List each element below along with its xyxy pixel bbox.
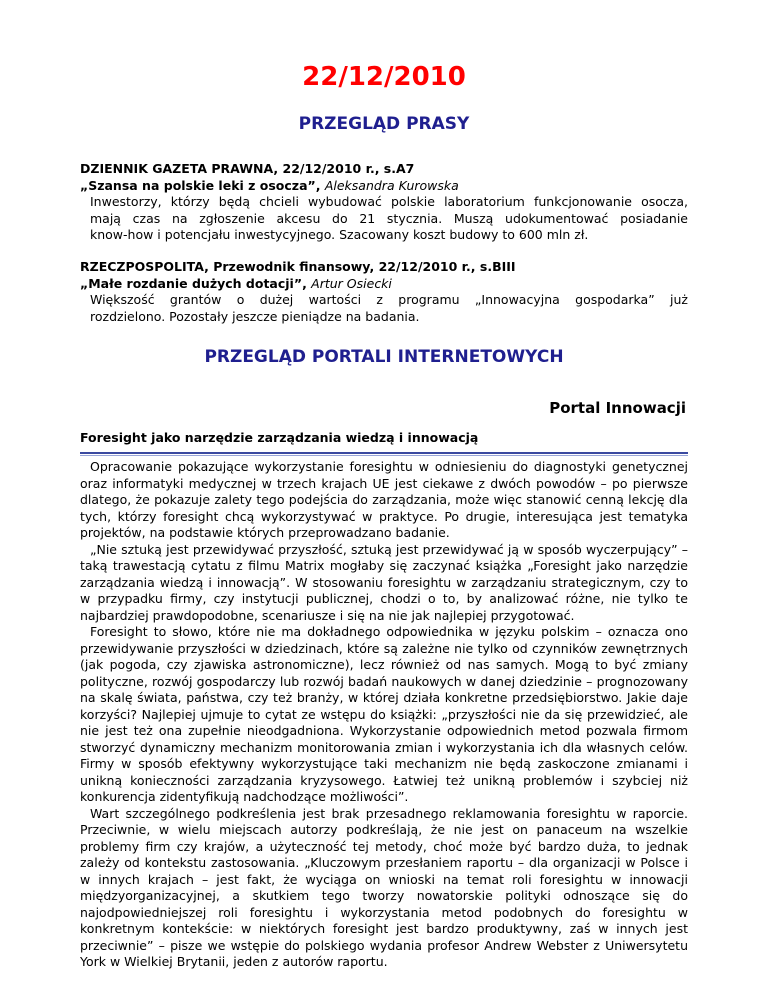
article-title-line: „Szansa na polskie leki z osocza”, Aleksandra Kurowska [80, 177, 459, 193]
article-title: „Małe rozdanie dużych dotacji” [80, 275, 303, 291]
article-title-line: „Małe rozdanie dużych dotacji”, Artur Osiecki [80, 275, 392, 291]
article-source: RZECZPOSPOLITA, Przewodnik finansowy, 22/12/2010 r., s.BIII [80, 259, 516, 274]
title-divider [80, 452, 688, 454]
article-source: DZIENNIK GAZETA PRAWNA, 22/12/2010 r., s.A7 [80, 161, 415, 176]
title-divider-shadow [80, 455, 688, 456]
body-paragraph: Wart szczególnego podkreślenia jest brak przesadnego reklamowania foresightu w raporcie. Przeciwnie, w wielu miejscach autorzy podkreślają, że nie jest on panaceum na wszelkie problemy firm czy krajów, a użyteczność tej metody, choć może być bardzo duża, to jednak zależy od kontekstu zastosowania. „Kluczowym przesłaniem raportu – dla organizacji w Polsce i w innych krajach – jest fakt, że wyciąga on wnioski na temat roli foresightu w innowacji międzyorganizacyjnej, a skutkiem tego tworzy nowatorskie polityki odnoszące się do najodpowiedniejszej roli foresightu i wykorzystania metod podobnych do foresightu w konkretnym kontekście: w niektórych foresight jest bardzo produktywny, zaś w innych jest przeciwnie” – pisze we wstępie do polskiego wydania profesor Andrew Webster z Uniwersytetu York w Wielkiej Brytanii, jeden z autorów raportu. [80, 805, 688, 969]
summary-line: know-how i potencjału inwestycyjnego. Szacowany koszt budowy to 600 mln zł. [90, 227, 589, 242]
body-paragraph: „Nie sztuką jest przewidywać przyszłość, sztuką jest przewidywać ją w sposób wyczerpujący” – taką trawestacją cytatu z filmu Matrix mogłaby się zaczynać książka „Foresight jako narzędzie zarządzania wiedzą i innowacją”. W stosowaniu foresightu w zarządzaniu strategicznym, czy to w przypadku firmy, czy instytucji publicznej, chodzi o to, by analizować różne, nie tylko te najbardziej prawdopodobne, scenariusze i się na nie jak najlepiej przygotować. [80, 541, 688, 623]
summary-line: Inwestorzy, którzy będą chcieli wybudować polskie laboratorium funkcjonowanie osocza, [90, 194, 688, 209]
document-date: 22/12/2010 [302, 62, 466, 92]
press-review-heading: PRZEGLĄD PRASY [298, 114, 470, 134]
portal-name: Portal Innowacji [549, 399, 686, 417]
press-article [80, 259, 688, 325]
portal-article-title: Foresight jako narzędzie zarządzania wiedzą i innowacją [80, 430, 479, 445]
body-paragraph: Opracowanie pokazujące wykorzystanie foresightu w odniesieniu do diagnostyki genetycznej oraz informatyki medycznej w trzech krajach UE jest ciekawe z dwóch powodów – po pierwsze dlatego, że pokazuje zalety tego podejścia do zarządzania, może więc stanowić cenną lekcję dla tych, którzy foresight chcą wykorzystywać w praktyce. Po drugie, interesująca jest tematyka projektów, na podstawie których przeprowadzano badanie. [80, 459, 688, 540]
portals-review-heading: PRZEGLĄD PORTALI INTERNETOWYCH [204, 347, 564, 367]
article-author: Artur Osiecki [311, 275, 392, 291]
body-paragraph: Foresight to słowo, które nie ma dokładnego odpowiednika w języku polskim – oznacza ono przewidywanie przyszłości w dziedzinach, które są zależne nie tylko od czynników zewnętrznych (jak pogoda, czy zjawiska astronomiczne), lecz również od nas samych. Mogą to być zmiany polityczne, rozwój gospodarczy lub rozwój badań naukowych w danej dziedzinie – prognozowany na skalę świata, państwa, czy też branży, w której działa konkretne przedsiębiorstwo. Jakie daje korzyści? Najlepiej ujmuje to cytat ze wstępu do książki: „przyszłości nie da się przewidzieć, ale nie jest też ona zupełnie nieodgadniona. Wykorzystanie odpowiednich metod pozwala firmom stworzyć dynamiczny mechanizm monitorowania zmian i wykorzystania ich dla własnych celów. Firmy w sposób efektywny wykorzystujące taki mechanizm nie będą zaskoczone zmianami i unikną konieczności zarządzania kryzysowego. Łatwiej też unikną problemów i szybciej niż konkurencja zidentyfikują nadchodzące możliwości”. [80, 624, 688, 804]
article-author: Aleksandra Kurowska [324, 177, 459, 193]
summary-line: mają czas na zgłoszenie akcesu do 21 stycznia. Muszą udokumentować posiadanie [90, 210, 688, 226]
summary-line: Większość grantów o dużej wartości z programu „Innowacyjna gospodarka” już [90, 292, 688, 307]
article-summary [80, 194, 688, 244]
press-article [80, 161, 688, 244]
portal-article-body [80, 459, 688, 971]
article-summary [80, 292, 688, 325]
article-title: „Szansa na polskie leki z osocza” [80, 177, 316, 193]
summary-line: rozdzielono. Pozostały jeszcze pieniądze na badania. [90, 308, 420, 324]
